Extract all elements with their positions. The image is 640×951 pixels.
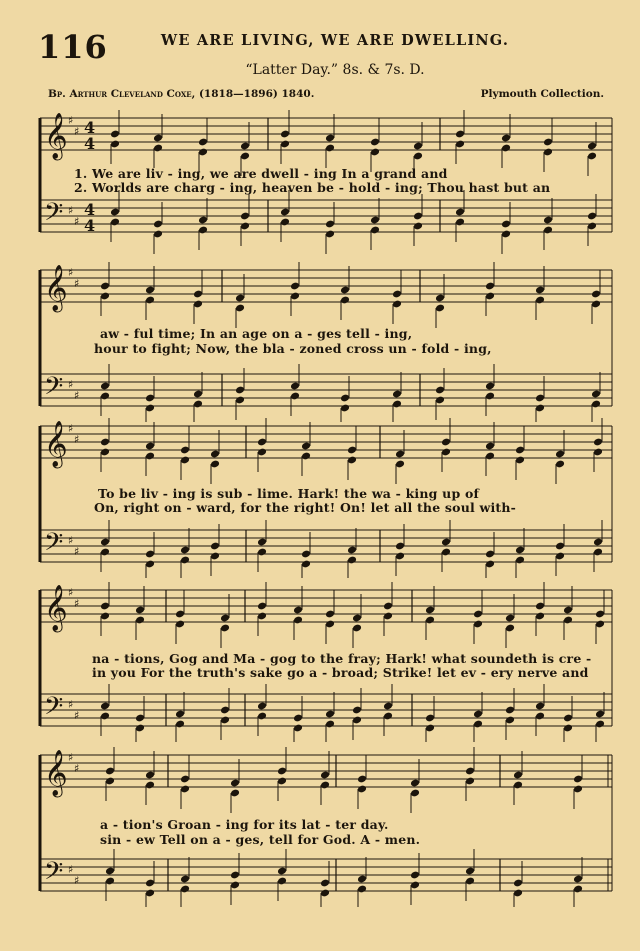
sharp-icon: ♯ bbox=[74, 389, 80, 402]
treble-clef-icon: 𝄞 bbox=[44, 113, 68, 159]
lyric-line: in you For the truth's sake go a - broad; Strike! let ev - ery nerve and bbox=[92, 665, 589, 680]
sharp-icon: ♯ bbox=[74, 433, 80, 446]
treble-clef-icon: 𝄞 bbox=[44, 265, 68, 311]
time-signature: 4 bbox=[84, 118, 96, 137]
lyric-line: hour to fight; Now, the bla - zoned cross un - fold - ing, bbox=[94, 341, 492, 356]
sharp-icon: ♯ bbox=[74, 709, 80, 722]
time-signature: 4 bbox=[84, 134, 96, 153]
sharp-icon: ♯ bbox=[68, 378, 74, 391]
bass-clef-icon: 𝄢 bbox=[44, 692, 64, 727]
time-signature: 4 bbox=[84, 216, 96, 235]
tune-name: “Latter Day.” 8s. & 7s. D. bbox=[245, 62, 425, 78]
sharp-icon: ♯ bbox=[68, 114, 74, 127]
lyric-line: sin - ew Tell on a - ges, tell for God. A - men. bbox=[100, 832, 421, 847]
bass-clef-icon: 𝄢 bbox=[44, 857, 64, 892]
lyric-line: a - tion's Groan - ing for its lat - ter day. bbox=[100, 817, 389, 832]
treble-clef-icon: 𝄞 bbox=[44, 750, 68, 796]
treble-clef-icon: 𝄞 bbox=[44, 421, 68, 467]
lyric-line: aw - ful time; In an age on a - ges tell - ing, bbox=[100, 326, 413, 341]
lyric-line: 2. Worlds are charg - ing, heaven be - hold - ing; Thou hast but an bbox=[74, 180, 551, 195]
lyric-line: On, right on - ward, for the right! On! let all the soul with- bbox=[94, 500, 517, 515]
treble-clef-icon: 𝄞 bbox=[44, 585, 68, 631]
sharp-icon: ♯ bbox=[74, 545, 80, 558]
bass-clef-icon: 𝄢 bbox=[44, 372, 64, 407]
author-credit: Bp. Arthur Cleveland Coxe, (1818—1896) 1840. bbox=[48, 88, 315, 100]
hymn-number: 116 bbox=[38, 28, 108, 66]
sharp-icon: ♯ bbox=[68, 698, 74, 711]
sharp-icon: ♯ bbox=[68, 534, 74, 547]
sharp-icon: ♯ bbox=[74, 277, 80, 290]
lyric-line: To be liv - ing is sub - lime. Hark! the wa - king up of bbox=[98, 486, 480, 501]
sharp-icon: ♯ bbox=[74, 215, 80, 228]
sharp-icon: ♯ bbox=[68, 751, 74, 764]
sharp-icon: ♯ bbox=[74, 762, 80, 775]
lyric-line: na - tions, Gog and Ma - gog to the fray; Hark! what soundeth is cre - bbox=[92, 651, 592, 666]
time-signature: 4 bbox=[84, 200, 96, 219]
sharp-icon: ♯ bbox=[74, 874, 80, 887]
sharp-icon: ♯ bbox=[74, 125, 80, 138]
lyric-line: 1. We are liv - ing, we are dwell - ing In a grand and bbox=[74, 166, 448, 181]
bass-clef-icon: 𝄢 bbox=[44, 528, 64, 563]
sharp-icon: ♯ bbox=[68, 586, 74, 599]
bass-clef-icon: 𝄢 bbox=[44, 198, 64, 233]
hymn-title: WE ARE LIVING, WE ARE DWELLING. bbox=[160, 32, 510, 49]
sharp-icon: ♯ bbox=[74, 597, 80, 610]
sharp-icon: ♯ bbox=[68, 266, 74, 279]
sharp-icon: ♯ bbox=[68, 863, 74, 876]
composer-credit: Plymouth Collection. bbox=[480, 88, 604, 100]
sharp-icon: ♯ bbox=[68, 204, 74, 217]
sharp-icon: ♯ bbox=[68, 422, 74, 435]
